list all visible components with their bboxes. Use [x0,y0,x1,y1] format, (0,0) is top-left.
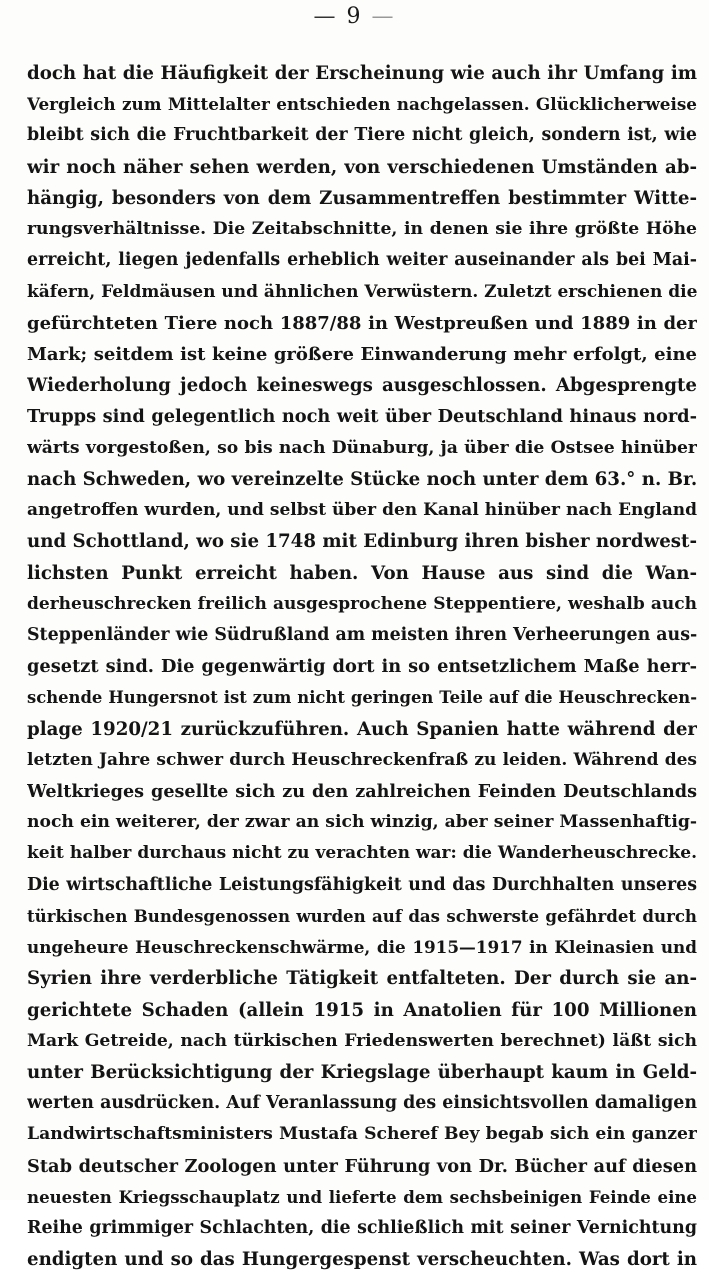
text-line: plage 1920/21 zurückzuführen. Auch Spanien hatte während der [27,718,697,740]
text-line: Trupps sind gelegentlich noch weit über Deutschland hinaus nord- [27,406,697,428]
text-line: werten ausdrücken. Auf Veranlassung des einsichtsvollen damaligen [27,1093,697,1114]
text-line: und Schottland, wo sie 1748 mit Edinburg ihren bisher nordwest- [27,531,697,553]
text-line: Mark; seitdem ist keine größere Einwanderung mehr erfolgt, eine [27,343,697,365]
text-line: Weltkrieges gesellte sich zu den zahlreichen Feinden Deutschlands [27,781,697,803]
text-line: wärts vorgestoßen, so bis nach Dünaburg, ja über die Ostsee hinüber [27,437,697,458]
text-line: derheuschrecken freilich ausgesprochene Steppentiere, weshalb auch [27,593,697,614]
text-line: Syrien ihre verderbliche Tätigkeit entfalteten. Der durch sie an- [27,968,697,990]
text-line: gesetzt sind. Die gegenwärtig dort in so entsetzlichem Maße herr- [27,656,697,678]
text-line: gefürchteten Tiere noch 1887/88 in Westpreußen und 1889 in der [27,312,697,334]
header-dash-right: — [371,4,396,29]
text-line: nach Schweden, wo vereinzelte Stücke noch unter dem 63.° n. Br. [27,468,697,490]
text-line: lichsten Punkt erreicht haben. Von Hause aus sind die Wan- [27,562,697,584]
text-line: ungeheure Heuschreckenschwärme, die 1915—1917 in Kleinasien und [27,937,697,958]
text-line: türkischen Bundesgenossen wurden auf das schwerste gefährdet durch [27,905,697,926]
body-paragraph [27,58,697,1276]
text-line: schende Hungersnot ist zum nicht geringen Teile auf die Heuschrecken- [27,688,697,708]
text-line: käfern, Feldmäusen und ähnlichen Verwüstern. Zuletzt erschienen die [27,281,697,302]
text-line: Reihe grimmiger Schlachten, die schließlich mit seiner Vernichtung [27,1218,697,1239]
page-number: 9 [346,4,363,29]
text-line: bleibt sich die Fruchtbarkeit der Tiere nicht gleich, sondern ist, wie [27,125,697,146]
text-line: noch ein weiterer, der zwar an sich winzig, aber seiner Massenhaftig- [27,812,697,833]
text-line: Landwirtschaftsministers Mustafa Scheref Bey begab sich ein ganzer [27,1124,697,1145]
text-line: rungsverhältnisse. Die Zeitabschnitte, in denen sie ihre größte Höhe [27,219,697,240]
text-line: erreicht, liegen jedenfalls erheblich weiter auseinander als bei Mai- [27,250,697,271]
header-dash-left: — [313,4,338,29]
text-line: letzten Jahre schwer durch Heuschreckenfraß zu leiden. Während des [27,749,697,770]
text-line: angetroffen wurden, und selbst über den Kanal hinüber nach England [27,500,697,521]
text-line: hängig, besonders von dem Zusammentreffen bestimmter Witte- [27,187,697,209]
text-line: Stab deutscher Zoologen unter Führung von Dr. Bücher auf diesen [27,1155,697,1177]
page-header [0,4,709,29]
text-line: Die wirtschaftliche Leistungsfähigkeit und das Durchhalten unseres [27,874,697,895]
text-line: neuesten Kriegsschauplatz und lieferte dem sechsbeinigen Feinde eine [27,1186,697,1207]
text-line: gerichtete Schaden (allein 1915 in Anatolien für 100 Millionen [27,999,697,1021]
text-line: wir noch näher sehen werden, von verschiedenen Umständen ab- [27,156,697,178]
text-line: doch hat die Häufigkeit der Erscheinung wie auch ihr Umfang im [27,63,697,84]
text-line: Steppenländer wie Südrußland am meisten ihren Verheerungen aus- [27,624,697,645]
text-line: endigten und so das Hungergespenst verscheuchten. Was dort in [27,1249,697,1271]
text-line: keit halber durchaus nicht zu verachten war: die Wanderheuschrecke. [27,843,697,864]
text-line: Vergleich zum Mittelalter entschieden nachgelassen. Glücklicherweise [27,94,697,115]
text-line: Wiederholung jedoch keineswegs ausgeschlossen. Abgesprengte [27,375,697,397]
text-line: unter Berücksichtigung der Kriegslage überhaupt kaum in Geld- [27,1062,697,1083]
text-line: Mark Getreide, nach türkischen Friedenswerten berechnet) läßt sich [27,1030,697,1051]
